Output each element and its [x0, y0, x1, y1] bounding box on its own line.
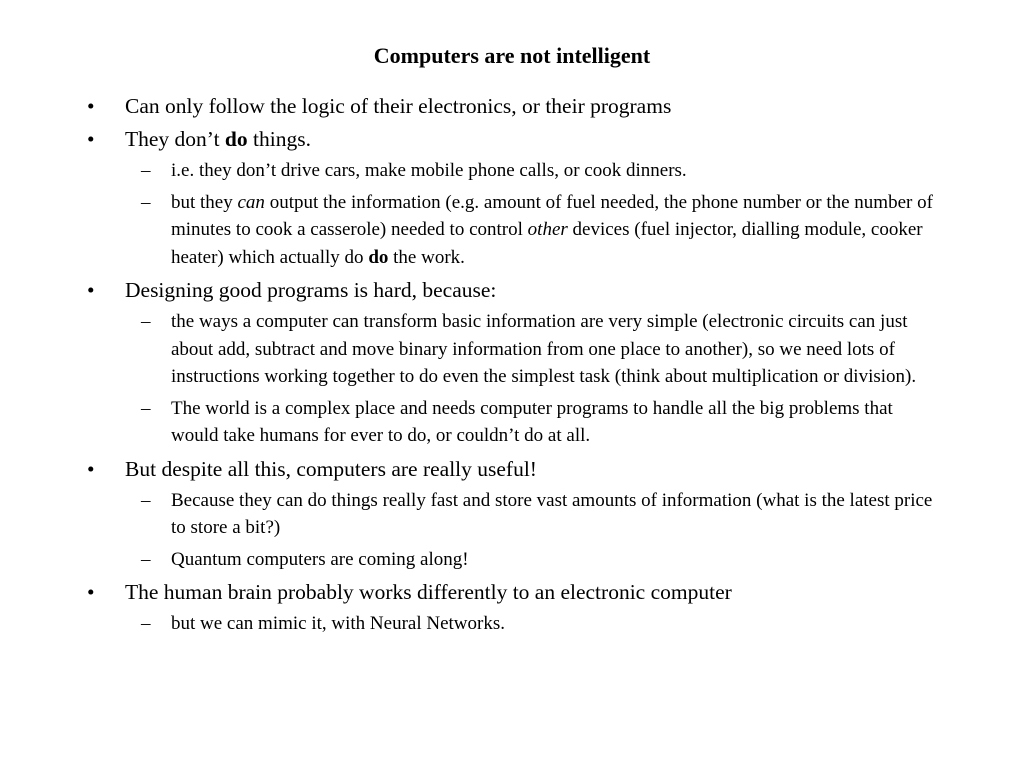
bullet-icon: •	[87, 278, 95, 302]
dash-icon: –	[141, 397, 151, 419]
sub-point	[125, 395, 964, 450]
dash-icon: –	[141, 311, 151, 332]
dash-icon: –	[141, 160, 151, 181]
sub-point	[125, 189, 964, 272]
bullet-point-4	[0, 454, 1024, 574]
bold-text: do	[224, 127, 248, 151]
bullet-point-2	[0, 124, 1024, 271]
sub-point-text: i.e. they don’t drive cars, make mobile phone calls, or cook dinners.	[171, 160, 687, 181]
sub-point	[125, 487, 964, 542]
sub-point	[125, 546, 964, 574]
text-segment: devices (fuel injector, dialling module, cooker heater) which actually do	[171, 219, 923, 268]
sub-point-text: The world is a complex place and needs computer programs to handle all the big problems that would take humans for ever to do, or couldn’t do at all.	[171, 397, 893, 446]
dash-icon: –	[141, 548, 151, 570]
italic-text: other	[527, 219, 568, 240]
sub-list	[125, 157, 964, 271]
bullet-icon: •	[87, 580, 95, 604]
dash-icon: –	[141, 613, 151, 634]
sub-point-text	[171, 189, 941, 272]
text-segment: things.	[247, 127, 311, 151]
bullet-text	[125, 127, 311, 151]
dash-icon: –	[141, 191, 151, 213]
bullet-point-5	[0, 577, 1024, 638]
slide-title: Computers are not intelligent	[373, 43, 651, 68]
text-segment: They don’t	[125, 127, 225, 151]
bullet-icon: •	[87, 127, 95, 151]
italic-text: can	[237, 191, 265, 213]
sub-list	[125, 610, 964, 638]
sub-list	[125, 487, 964, 574]
bold-text: do	[368, 246, 389, 268]
bullet-text: Can only follow the logic of their electronics, or their programs	[125, 94, 672, 118]
sub-point-text: Quantum computers are coming along!	[171, 548, 469, 570]
bullet-icon: •	[87, 94, 95, 118]
sub-point-text: but we can mimic it, with Neural Networks.	[171, 613, 506, 634]
sub-point-text: the ways a computer can transform basic information are very simple (electronic circuits can just about add, subtract and move binary information from one place to another), so we need lots of instructions working together to do even the simplest task (think about multiplication or division).	[171, 311, 917, 387]
bullet-point-3	[0, 275, 1024, 450]
sub-point	[125, 308, 964, 391]
text-segment: the work.	[388, 246, 465, 268]
text-segment: but they	[171, 191, 238, 213]
sub-point	[125, 610, 964, 638]
sub-point-text: Because they can do things really fast and store vast amounts of information (what is the latest price to store a bit?)	[171, 489, 933, 538]
bullet-text: Designing good programs is hard, because:	[125, 278, 497, 302]
bullet-text: But despite all this, computers are really useful!	[125, 456, 537, 481]
bullet-list	[0, 91, 1024, 642]
bullet-icon: •	[87, 456, 95, 481]
sub-list	[125, 308, 964, 450]
bullet-point-1	[0, 91, 1024, 121]
bullet-text: The human brain probably works differently to an electronic computer	[125, 580, 732, 604]
sub-point	[125, 157, 964, 185]
text-segment: output the information (e.g. amount of fuel needed, the phone number or the number of minutes to cook a casserole) needed to control	[171, 191, 933, 240]
dash-icon: –	[141, 489, 151, 511]
